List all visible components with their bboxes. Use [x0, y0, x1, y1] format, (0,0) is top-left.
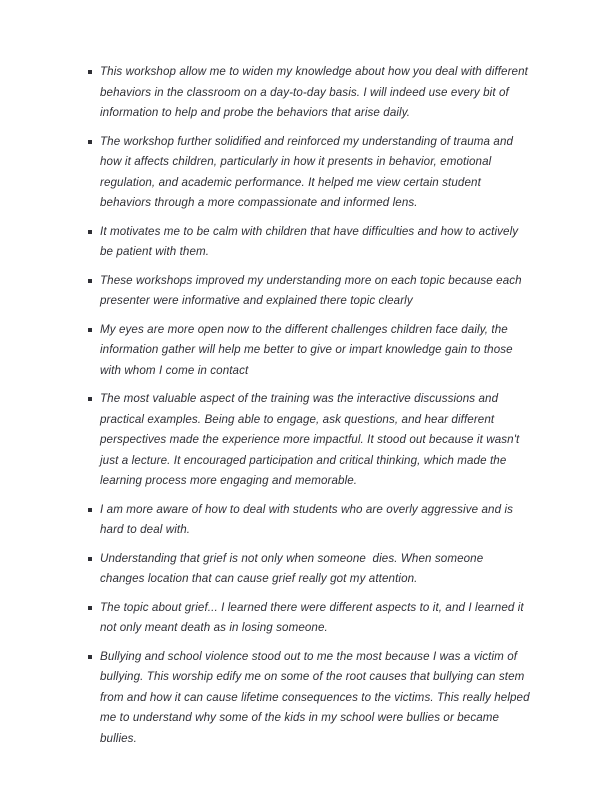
bullet-icon — [88, 557, 92, 561]
quote-text: The most valuable aspect of the training was the interactive discussions and practical examples. Being able to engage, ask questions, and hear different perspectives made the experience more impactful. It stood out because it wasn't just a lecture. It encouraged participation and critical thinking, which made the learning process more engaging and memorable. — [100, 392, 523, 487]
quote-text: The workshop further solidified and reinforced my understanding of trauma and how it affects children, particularly in how it presents in behavior, emotional regulation, and academic performance. It helped me view certain student behaviors through a more compassionate and informed lens. — [100, 134, 517, 209]
bullet-icon — [88, 70, 92, 74]
quote-text: My eyes are more open now to the different challenges children face daily, the information gather will help me better to give or impart knowledge gain to those with whom I come in contact — [100, 322, 517, 377]
list-item — [88, 647, 533, 750]
bullet-icon — [88, 230, 92, 234]
list-item — [88, 132, 530, 214]
quote-text: Understanding that grief is not only when someone dies. When someone changes location that can cause grief really got my attention. — [100, 551, 487, 585]
list-item — [88, 549, 530, 590]
list-item — [88, 271, 530, 312]
quote-text: Bullying and school violence stood out to me the most because I was a victim of bullying. This worship edify me on some of the root causes that bullying can stem from and how it can cause lifetime consequences to the victims. This really helped me to understand why some of the kids in my school were bullies or became bullies. — [100, 649, 533, 745]
quote-text: It motivates me to be calm with children that have difficulties and how to actively be patient with them. — [100, 224, 522, 258]
bullet-icon — [88, 397, 92, 401]
list-item — [88, 389, 530, 492]
bullet-list — [88, 62, 533, 757]
list-item — [88, 500, 530, 541]
quote-text: This workshop allow me to widen my knowledge about how you deal with different behaviors in the classroom on a day-to-day basis. I will indeed use every bit of information to help and probe the behaviors that arise daily. — [100, 65, 532, 119]
quote-text: I am more aware of how to deal with students who are overly aggressive and is hard to deal with. — [100, 502, 517, 536]
list-item — [88, 598, 530, 639]
bullet-icon — [88, 279, 92, 283]
quote-text: These workshops improved my understanding more on each topic because each presenter were informative and explained there topic clearly — [100, 273, 526, 307]
bullet-icon — [88, 655, 92, 659]
list-item — [88, 62, 530, 124]
list-item — [88, 320, 530, 382]
quote-text: The topic about grief... I learned there were different aspects to it, and I learned it not only meant death as in losing someone. — [100, 600, 528, 634]
bullet-icon — [88, 140, 92, 144]
bullet-icon — [88, 328, 92, 332]
bullet-icon — [88, 606, 92, 610]
bullet-icon — [88, 508, 92, 512]
list-item — [88, 222, 530, 263]
